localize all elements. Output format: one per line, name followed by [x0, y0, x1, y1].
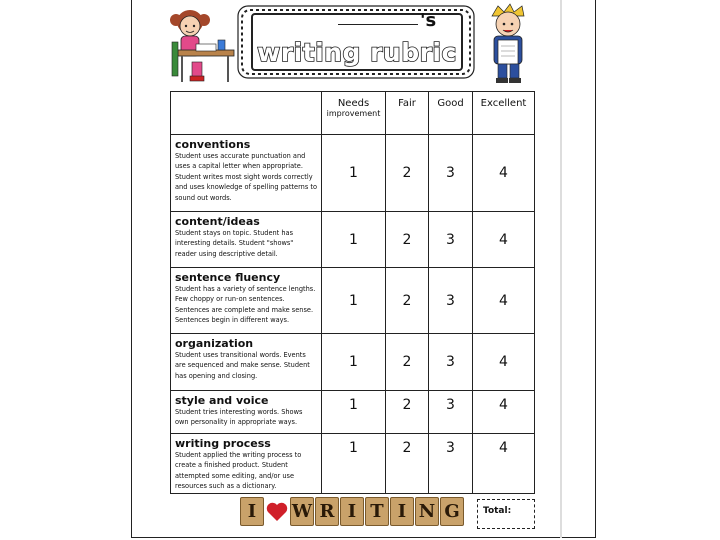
score-4[interactable]: 4 [473, 135, 535, 212]
criterion-description: Student uses accurate punctuation and uses a capital letter when appropriate. Student writes most sight words correctly and uses knowledge of spelling patterns to sound out words. [175, 152, 318, 202]
criterion-cell [171, 391, 322, 434]
score-3[interactable]: 3 [429, 391, 473, 434]
letter-tile: R [315, 497, 339, 526]
column-header-fair: Fair [386, 92, 429, 135]
criterion-description: Student has a variety of sentence lengths. Few choppy or run-on sentences. Sentences are complete and make sense. Sentences begin in different ways. [175, 285, 316, 325]
score-3[interactable]: 3 [429, 434, 473, 494]
criterion-cell [171, 268, 322, 334]
letter-tile: N [415, 497, 439, 526]
student-name-line[interactable] [338, 24, 418, 25]
score-2[interactable]: 2 [386, 334, 429, 391]
score-2[interactable]: 2 [386, 434, 429, 494]
table-row [171, 391, 535, 434]
criterion-description: Student applied the writing process to create a finished product. Student attempted some editing, and/or use resources such as a dictionary. [175, 451, 302, 491]
score-2[interactable]: 2 [386, 268, 429, 334]
score-1[interactable]: 1 [322, 334, 386, 391]
score-3[interactable]: 3 [429, 268, 473, 334]
improvement-label: improvement [326, 109, 381, 118]
score-4[interactable]: 4 [473, 434, 535, 494]
needs-label: Needs [337, 98, 370, 109]
criteria-header-cell [171, 92, 322, 135]
page-title: writing rubric [257, 38, 457, 67]
criterion-name: sentence fluency [175, 271, 281, 284]
criterion-name: conventions [175, 138, 251, 151]
score-2[interactable]: 2 [386, 135, 429, 212]
header-row [171, 92, 535, 135]
letter-tile: W [290, 497, 314, 526]
score-4[interactable]: 4 [473, 268, 535, 334]
score-1[interactable]: 1 [322, 135, 386, 212]
column-header-good: Good [429, 92, 473, 135]
criterion-name: writing process [175, 437, 271, 450]
score-3[interactable]: 3 [429, 212, 473, 268]
criterion-cell [171, 434, 322, 494]
score-4[interactable]: 4 [473, 334, 535, 391]
score-2[interactable]: 2 [386, 391, 429, 434]
letter-tile: G [440, 497, 464, 526]
rubric-table [170, 91, 535, 494]
criterion-name: content/ideas [175, 215, 260, 228]
score-1[interactable]: 1 [322, 391, 386, 434]
letter-tile: I [240, 497, 264, 526]
criterion-cell [171, 212, 322, 268]
score-1[interactable]: 1 [322, 268, 386, 334]
score-2[interactable]: 2 [386, 212, 429, 268]
column-header-excellent: Excellent [473, 92, 535, 135]
criterion-description: Student uses transitional words. Events are sequenced and make sense. Student has opening and closing. [175, 351, 310, 380]
score-4[interactable]: 4 [473, 391, 535, 434]
girl-writing-illustration [168, 6, 236, 86]
criterion-cell [171, 135, 322, 212]
criterion-name: organization [175, 337, 254, 350]
boy-with-paper-illustration [478, 2, 540, 84]
table-row [171, 334, 535, 391]
table-row [171, 212, 535, 268]
table-row [171, 268, 535, 334]
letter-tile: T [365, 497, 389, 526]
criterion-cell [171, 334, 322, 391]
criterion-description: Student stays on topic. Student has interesting details. Student "shows" reader using descriptive detail. [175, 229, 294, 258]
score-3[interactable]: 3 [429, 135, 473, 212]
total-label: Total: [483, 506, 512, 516]
letter-tile: I [390, 497, 414, 526]
page-edge [560, 0, 562, 538]
table-row [171, 135, 535, 212]
name-suffix: 's [420, 10, 437, 31]
heart-icon [265, 497, 289, 526]
column-header-needs-improvement [322, 92, 386, 135]
total-field[interactable] [477, 499, 535, 529]
criterion-description: Student tries interesting words. Shows own personality in appropriate ways. [175, 408, 303, 427]
score-1[interactable]: 1 [322, 434, 386, 494]
score-3[interactable]: 3 [429, 334, 473, 391]
score-4[interactable]: 4 [473, 212, 535, 268]
i-love-writing-tiles [240, 497, 464, 528]
table-row [171, 434, 535, 494]
letter-tile: I [340, 497, 364, 526]
score-1[interactable]: 1 [322, 212, 386, 268]
criterion-name: style and voice [175, 394, 269, 407]
